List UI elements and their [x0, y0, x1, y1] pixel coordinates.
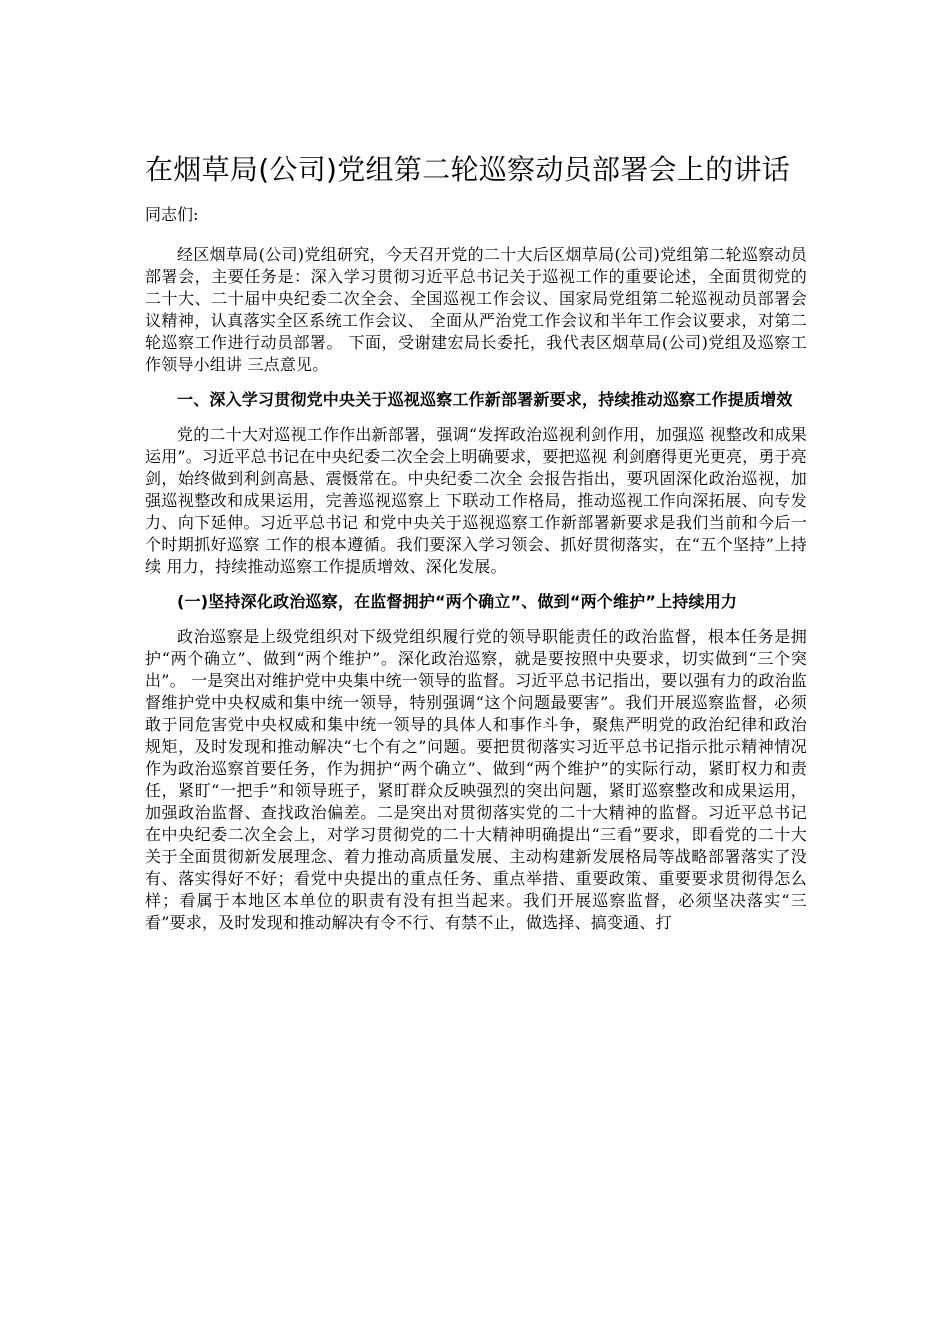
paragraph-intro: 经区烟草局(公司)党组研究，今天召开党的二十大后区烟草局(公司)党组第二轮巡察动员部署会，主要任务是：深入学习贯彻习近平总书记关于巡视工作的重要论述，全面贯彻党的二十大、二十届中央纪委二次全会、全国巡视工作会议、国家局党组第二轮巡视动员部署会议精神，认真落实全区系统工作会议、 全面从严治党工作会议和半年工作会议要求，对第二轮巡察工作进行动员部署。 下面，受谢建宏局长委托，我代表区烟草局(公司)党组及巡察工作领导小组讲 三点意见。 [145, 245, 807, 374]
paragraph-section-1: 党的二十大对巡视工作作出新部署，强调“发挥政治巡视利剑作用，加强巡 视整改和成果运用”。习近平总书记在中央纪委二次全会上明确要求，要把巡视 利剑磨得更光更亮，勇于亮剑，始终做到利剑高悬、震慑常在。中央纪委二次全 会报告指出，要巩固深化政治巡视，加强巡视整改和成果运用，完善巡视巡察上 下联动工作格局，推动巡视工作向深拓展、向专发力、向下延伸。习近平总书记 和党中央关于巡视巡察工作新部署新要求是我们当前和今后一个时期抓好巡察 工作的根本遵循。我们要深入学习领会、抓好贯彻落实，在“五个坚持”上持续 用力，持续推动巡察工作提质增效、深化发展。 [145, 425, 807, 576]
subsection-heading-1: (一)坚持深化政治巡察，在监督拥护“两个确立”、做到“两个维护”上持续用力 [177, 592, 738, 611]
greeting: 同志们: [145, 205, 199, 224]
document-body [145, 146, 807, 946]
document-title: 在烟草局(公司)党组第二轮巡察动员部署会上的讲话 [145, 153, 791, 186]
section-heading-1: 一、深入学习贯彻党中央关于巡视巡察工作新部署新要求，持续推动巡察工作提质增效 [177, 390, 793, 409]
paragraph-subsection-1: 政治巡察是上级党组织对下级党组织履行党的领导职能责任的政治监督，根本任务是拥护“两个确立”、做到“两个维护”。深化政治巡察，就是要按照中央要求，切实做到“三个突出”。 一是突出对维护党中央集中统一领导的监督。习近平总书记指出，要以强有力的政治监督维护党中央权威和集中统一领导，特别强调“这个问题最要害”。我们开展巡察监督，必须敢于同危害党中央权威和集中统一领导的具体人和事作斗争，聚焦严明党的政治纪律和政治规矩，及时发现和推动解决“七个有之”问题。要把贯彻落实习近平总书记指示批示精神情况作为政治巡察首要任务，作为拥护“两个确立”、做到“两个维护”的实际行动，紧盯权力和责任，紧盯“一把手”和领导班子，紧盯群众反映强烈的突出问题，紧盯巡察整改和成果运用，加强政治监督、查找政治偏差。二是突出对贯彻落实党的二十大精神的监督。习近平总书记在中央纪委二次全会上，对学习贯彻党的二十大精神明确提出“三看”要求，即看党的二十大关于全面贯彻新发展理念、着力推动高质量发展、主动构建新发展格局等战略部署落实了没有、落实得好不好；看党中央提出的重点任务、重点举措、重要政策、重要要求贯彻得怎么样；看属于本地区本单位的职责有没有担当起来。我们开展巡察监督，必须坚决落实“三看”要求，及时发现和推动解决有令不行、有禁不止，做选择、搞变通、打 [145, 627, 807, 932]
